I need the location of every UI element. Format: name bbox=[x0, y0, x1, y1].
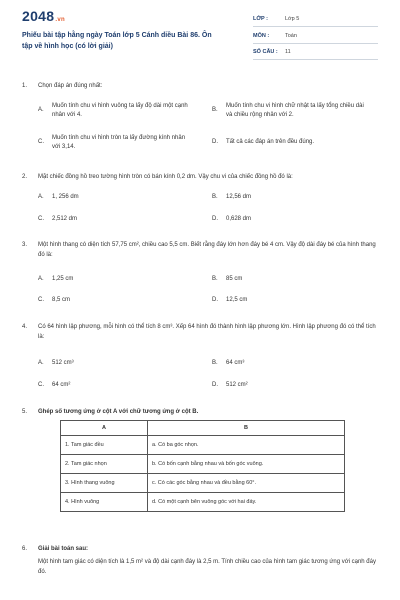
meta-value: 11 bbox=[285, 49, 291, 55]
table-header-row bbox=[61, 421, 345, 436]
option-text: Muốn tính chu vi hình tròn ta lấy đường kính nhân với 3,14. bbox=[52, 135, 186, 150]
meta-key: LỚP : bbox=[253, 16, 268, 22]
question-number: 3. bbox=[22, 242, 28, 248]
table-cell-a: 4. Hình vuông bbox=[61, 493, 148, 512]
option-text: Tất cả các đáp án trên đều đúng. bbox=[226, 139, 315, 145]
table-cell-b: c. Có các góc bằng nhau và đều bằng 60°. bbox=[148, 474, 345, 493]
option-text: 1, 256 dm bbox=[52, 194, 79, 200]
option-label: C. bbox=[38, 139, 44, 145]
question-6 bbox=[22, 545, 384, 585]
option-label: B. bbox=[212, 360, 218, 366]
question-number: 5. bbox=[22, 409, 28, 415]
question-title: Giải bài toán sau: bbox=[38, 546, 89, 552]
option-text: 12,5 cm bbox=[226, 297, 248, 303]
meta-value: Lớp 5 bbox=[285, 16, 300, 22]
option-text: 512 cm³ bbox=[52, 360, 74, 366]
table-row bbox=[61, 436, 345, 455]
table-row bbox=[61, 455, 345, 474]
question-text: Một hình thang có diện tích 57,75 cm², chiều cao 5,5 cm. Biết rằng đáy lớn hơn đáy bé 4 cm. Vậy độ dài đáy bé của hình thang đó là: bbox=[38, 242, 376, 258]
meta-key: SỐ CÂU : bbox=[253, 49, 278, 55]
question-5 bbox=[22, 408, 384, 420]
column-header-a: A bbox=[61, 421, 148, 436]
question-number: 1. bbox=[22, 83, 28, 89]
logo-text: 2048 bbox=[22, 8, 55, 24]
question-4 bbox=[22, 323, 384, 393]
option-text: 1,25 cm bbox=[52, 276, 74, 282]
question-text: Chọn đáp án đúng nhất: bbox=[38, 83, 103, 89]
meta-row-class bbox=[253, 14, 378, 27]
table-cell-a: 2. Tam giác nhọn bbox=[61, 455, 148, 474]
question-number: 6. bbox=[22, 546, 28, 552]
option-label: A. bbox=[38, 276, 44, 282]
question-text: Một hình tam giác có diện tích là 1,5 m² và độ dài cạnh đáy là 2,5 m. Tính chiều cao của hình tam giác tương ứng với cạnh đáy đó. bbox=[38, 559, 376, 575]
document-title: Phiếu bài tập hằng ngày Toán lớp 5 Cánh diều Bài 86. Ôn tập về hình học (có lời giải) bbox=[22, 32, 212, 50]
option-label: C. bbox=[38, 297, 44, 303]
option-label: D. bbox=[212, 297, 218, 303]
meta-row-question-count bbox=[253, 47, 378, 60]
table-row bbox=[61, 493, 345, 512]
option-label: B. bbox=[212, 276, 218, 282]
option-text: 0,628 dm bbox=[226, 216, 252, 222]
option-label: C. bbox=[38, 216, 44, 222]
option-label: B. bbox=[212, 107, 218, 113]
worksheet-header bbox=[0, 0, 400, 64]
option-text: 64 cm² bbox=[52, 382, 71, 388]
site-logo[interactable] bbox=[22, 8, 65, 24]
meta-value: Toán bbox=[285, 33, 297, 39]
question-text: Có 64 hình lập phương, mỗi hình có thể tích 8 cm³. Xếp 64 hình đó thành hình lập phương lớn. Hình lập phương đó có thể tích là: bbox=[38, 324, 376, 340]
logo-suffix: .vn bbox=[55, 17, 65, 23]
question-number: 4. bbox=[22, 324, 28, 330]
option-label: A. bbox=[38, 194, 44, 200]
option-text: 512 cm² bbox=[226, 382, 248, 388]
table-cell-b: d. Có một cạnh bên vuông góc với hai đáy. bbox=[148, 493, 345, 512]
table-row bbox=[61, 474, 345, 493]
matching-table bbox=[60, 420, 345, 512]
question-3 bbox=[22, 241, 384, 311]
question-1 bbox=[22, 82, 384, 162]
option-text: 2,512 dm bbox=[52, 216, 78, 222]
option-label: D. bbox=[212, 382, 218, 388]
option-text: 12,56 dm bbox=[226, 194, 252, 200]
option-label: D. bbox=[212, 216, 218, 222]
table-cell-a: 1. Tam giác đều bbox=[61, 436, 148, 455]
column-header-b: B bbox=[148, 421, 345, 436]
meta-row-subject bbox=[253, 31, 378, 44]
option-label: A. bbox=[38, 360, 44, 366]
table-cell-a: 3. Hình thang vuông bbox=[61, 474, 148, 493]
option-label: A. bbox=[38, 107, 44, 113]
option-label: C. bbox=[38, 382, 44, 388]
option-text: 8,5 cm bbox=[52, 297, 71, 303]
question-text: Ghép số tương ứng ở cột A với chữ tương ứng ở cột B. bbox=[38, 409, 199, 415]
question-text: Mặt chiếc đồng hồ treo tường hình tròn có bán kính 0,2 dm. Vậy chu vi của chiếc đồng hồ đó là: bbox=[38, 174, 293, 180]
option-text: Muốn tính chu vi hình vuông ta lấy độ dài một cạnh nhân với 4. bbox=[52, 103, 188, 118]
table-cell-b: b. Có bốn cạnh bằng nhau và bốn góc vuông. bbox=[148, 455, 345, 474]
meta-key: MÔN : bbox=[253, 33, 270, 39]
table-cell-b: a. Có ba góc nhọn. bbox=[148, 436, 345, 455]
option-label: D. bbox=[212, 139, 218, 145]
option-text: Muốn tính chu vi hình chữ nhật ta lấy tổng chiều dài và chiều rộng nhân với 2. bbox=[226, 103, 364, 118]
question-number: 2. bbox=[22, 174, 28, 180]
question-2 bbox=[22, 173, 384, 233]
option-text: 85 cm bbox=[226, 276, 243, 282]
option-label: B. bbox=[212, 194, 218, 200]
option-text: 64 cm³ bbox=[226, 360, 245, 366]
